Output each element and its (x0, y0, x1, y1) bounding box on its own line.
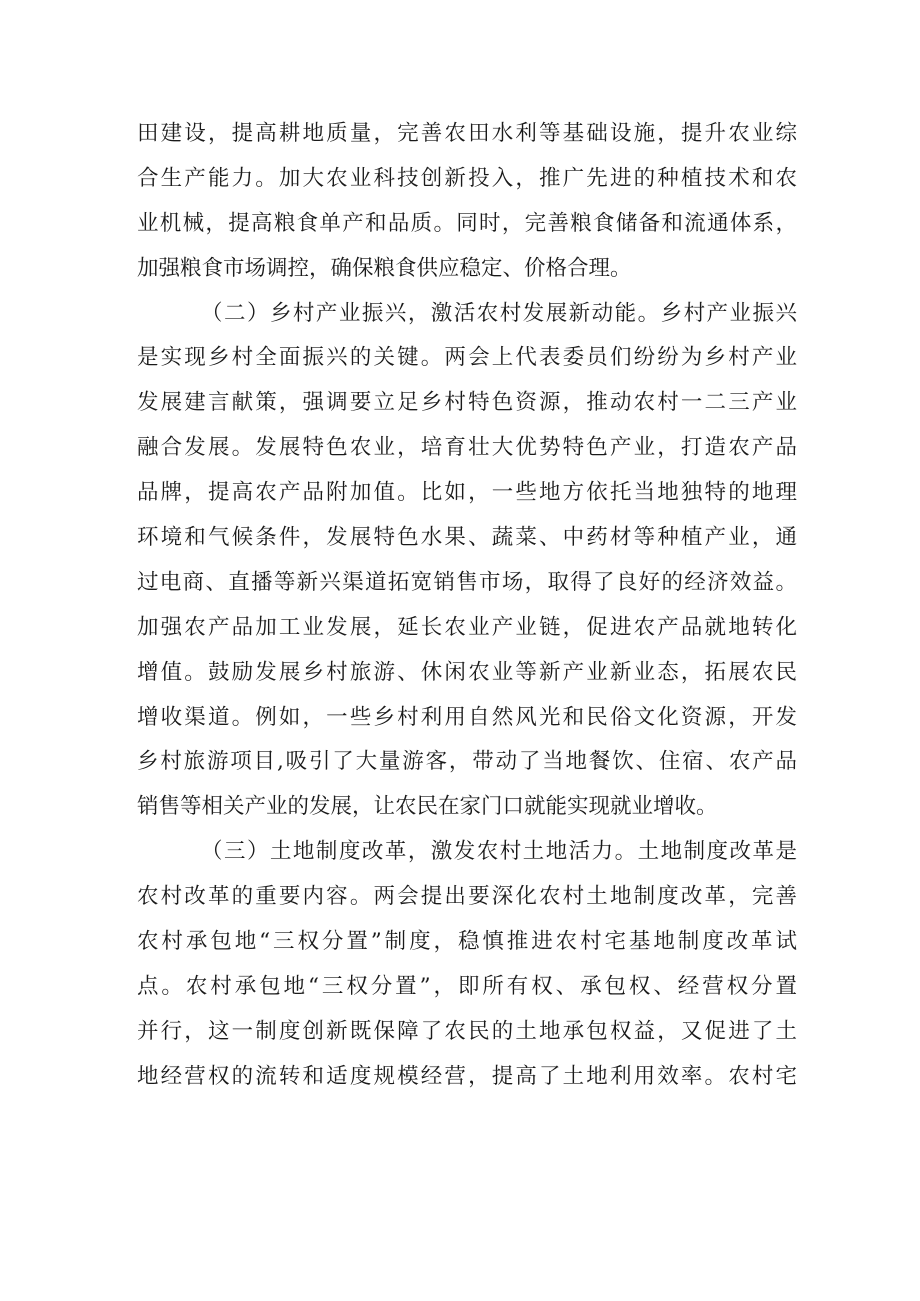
text-line: 过电商、直播等新兴渠道拓宽销售市场，取得了良好的经济效益。 (137, 569, 797, 595)
text-line: 业机械，提高粮食单产和品质。同时，完善粮食储备和流通体系， (137, 210, 797, 236)
text-line: 加强农产品加工业发展，延长农业产业链，促进农产品就地转化 (137, 614, 797, 640)
text-line: 并行，这一制度创新既保障了农民的土地承包权益，又促进了土 (137, 1018, 797, 1044)
text-line: 点。农村承包地“三权分置”，即所有权、承包权、经营权分置 (137, 973, 797, 999)
text-line: 融合发展。发展特色农业，培育壮大优势特色产业，打造农产品 (137, 435, 797, 461)
text-line: 乡村旅游项目,吸引了大量游客，带动了当地餐饮、住宿、农产品 (137, 749, 797, 775)
text-line: 环境和气候条件，发展特色水果、蔬菜、中药材等种植产业，通 (137, 525, 797, 551)
text-line: 品牌，提高农产品附加值。比如，一些地方依托当地独特的地理 (137, 480, 797, 506)
text-line: 增值。鼓励发展乡村旅游、休闲农业等新产业新业态，拓展农民 (137, 659, 797, 685)
text-line: 发展建言献策，强调要立足乡村特色资源，推动农村一二三产业 (137, 390, 797, 416)
text-line: 销售等相关产业的发展，让农民在家门口就能实现就业增收。 (137, 794, 718, 820)
text-line: （二）乡村产业振兴，激活农村发展新动能。乡村产业振兴 (201, 300, 797, 326)
text-line: 是实现乡村全面振兴的关键。两会上代表委员们纷纷为乡村产业 (137, 345, 797, 371)
text-line: 加强粮食市场调控，确保粮食供应稳定、价格合理。 (137, 255, 632, 281)
text-line: 增收渠道。例如，一些乡村利用自然风光和民俗文化资源，开发 (137, 704, 797, 730)
text-line: 合生产能力。加大农业科技创新投入，推广先进的种植技术和农 (137, 165, 797, 191)
text-line: 田建设，提高耕地质量，完善农田水利等基础设施，提升农业综 (137, 121, 797, 146)
text-line: （三）土地制度改革，激发农村土地活力。土地制度改革是 (201, 839, 797, 865)
text-line: 农村改革的重要内容。两会提出要深化农村土地制度改革，完善 (137, 884, 797, 910)
text-line: 地经营权的流转和适度规模经营，提高了土地利用效率。农村宅 (137, 1063, 797, 1089)
document-body (137, 112, 797, 1100)
text-line: 农村承包地“三权分置”制度，稳慎推进农村宅基地制度改革试 (137, 929, 797, 955)
